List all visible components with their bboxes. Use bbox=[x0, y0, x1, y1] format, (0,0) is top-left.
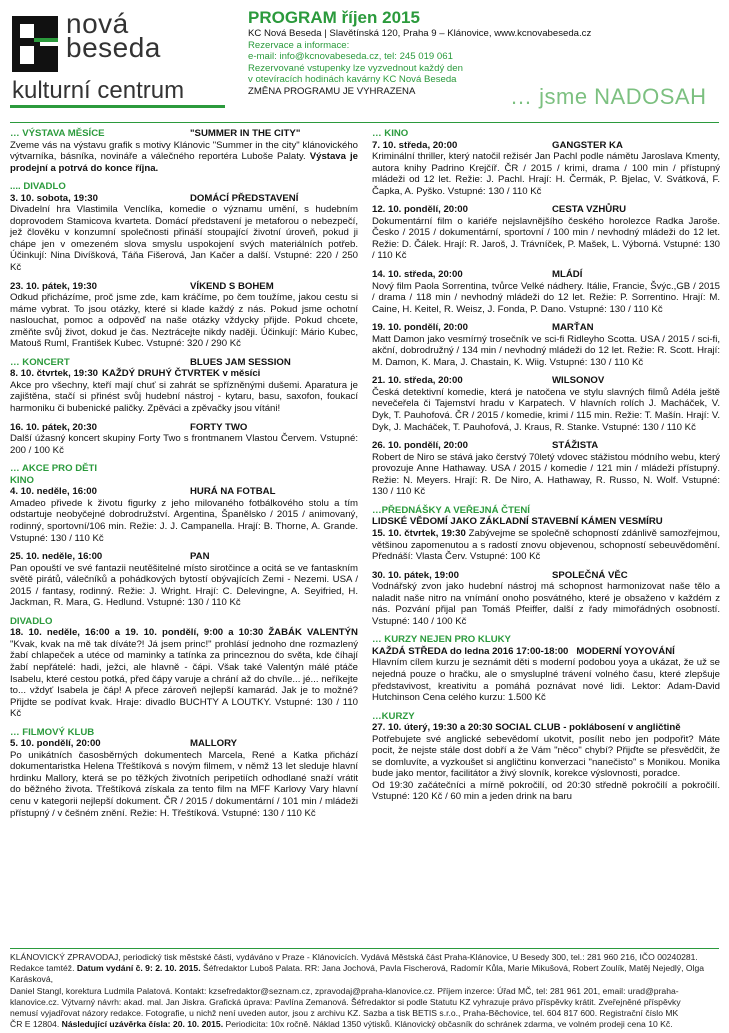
logo-text-nova: nová bbox=[66, 8, 129, 39]
footer-line: KLÁNOVICKÝ ZPRAVODAJ, periodický tisk městské části, vydáváno v Praze - Klánovicích. Vydává Městská část Praha-Klánovice, U Besedy 300, tel.: 281 960 216, IČO 00240281. bbox=[10, 952, 698, 962]
event-text: Akce pro všechny, kteří mají chuť si zahrát se spřízněnými dušemi. Aparatura je zajištěna, stačí si přinést svůj hudební nástroj - kytaru, basu, saxofon, foukací harmoniku či bubenické paličky. Zpěváci a zpěvačky jsou vítáni! bbox=[10, 379, 358, 415]
section-filmovy-klub: … FILMOVÝ KLUB bbox=[10, 726, 95, 738]
header-divider bbox=[10, 122, 719, 123]
logo-text-beseda: beseda bbox=[66, 32, 161, 63]
event-text: Odkud přicházíme, proč jsme zde, kam kráčíme, po čem toužíme, jakou cestu si máme vybrat. To jsou otázky, které si klade každý z nás. Pokud jsme ochotní naslouchat, pomoc a odpověď na naše otázky vždycky přijde. Pokud chcete, změňte svůj život, dokud je čas. Neztrácejte nikdy naději. Účinkují: Mário Kubec, Matouš Ruml, František Kubec. Vstupné: 320 / 290 Kč bbox=[10, 292, 358, 350]
program-title: PROGRAM říjen 2015 bbox=[248, 8, 420, 27]
slogan: … jsme NADOSAH bbox=[510, 84, 707, 109]
lecture-series-title: LIDSKÉ VĚDOMÍ JAKO ZÁKLADNÍ STAVEBNÍ KÁMEN VESMÍRU bbox=[372, 516, 663, 528]
event-text: Matt Damon jako vesmírný trosečník ve sci-fi Ridleyho Scotta. USA / 2015 / sci-fi, akční, dobrodružný / 134 min / nevhodný mládeži do 12 let. Režie: R. Scott. Hrají: M. Damon, K. Mara, J. Chastain, K. Wiig. Vstupné: 130 / 110 Kč bbox=[372, 333, 720, 368]
event-text: Nový film Paola Sorrentina, tvůrce Velké nádhery. Itálie, Francie, Švýc.,GB / 2015 / drama / 118 min / nevhodný mládeži do 12 let. Režie: P. Sorrentino. Hrají: M. Caine, H. Keitel, R. Weisz, J. Fonda, P. Dano. Vstupné: 130 / 110 Kč bbox=[372, 280, 720, 315]
event-text: Robert de Niro se stává jako čerstvý 70letý vdovec stážistou módního webu, který provozuje Anne Hathaway. USA / 2015 / komedie / 121 min / mládeži přístupný. Režie: N. Meyers. Hrají: R. De Niro, A. Hathaway, R. Russo, N. Wolf. Vstupné: 130 / 110 Kč bbox=[372, 451, 720, 498]
event-header: 25. 10. neděle, 16:00 PAN bbox=[10, 551, 210, 563]
event-header: 19. 10. pondělí, 20:00 MARŤAN bbox=[372, 322, 594, 334]
left-column bbox=[10, 124, 358, 826]
event-header: 8. 10. čtvrtek, 19:30 KAŽDÝ DRUHÝ ČTVRTEK v měsíci bbox=[10, 368, 261, 380]
event-header: 12. 10. pondělí, 20:00 CESTA VZHŮRU bbox=[372, 204, 627, 216]
event-text: Další úžasný koncert skupiny Forty Two s frontmanem Vlastou Červem. Vstupné: 200 / 100 Kč bbox=[10, 433, 358, 456]
section-prednasky: …PŘEDNÁŠKY A VEŘEJNÁ ČTENÍ bbox=[372, 504, 530, 516]
event-text: Zveme vás na výstavu grafik s motivy Klánovic "Summer in the city" klánovického výtvarníka, básníka, novináře a válečného reportéra Luboše Palaty. Výstava je prodejní a potrvá do konce října. bbox=[10, 139, 358, 174]
reservation-note-1: Rezervované vstupenky lze vyzvednout každý den bbox=[248, 62, 463, 74]
event-header: 27. 10. úterý, 19:30 a 20:30 SOCIAL CLUB - poklábosení v angličtině bbox=[372, 722, 681, 734]
section-vystava: … VÝSTAVA MĚSÍCE "SUMMER IN THE CITY" bbox=[10, 128, 301, 139]
logo bbox=[10, 10, 240, 110]
event-header: 16. 10. pátek, 20:30 FORTY TWO bbox=[10, 421, 248, 433]
imprint-footer bbox=[10, 948, 719, 1030]
event-text: 18. 10. neděle, 16:00 a 19. 10. pondělí, 9:00 a 10:30 ŽABÁK VALENTÝN "Kvak, kvak na mě tak díváte?! Já jsem princ!" prohlásí jednoho dne rozmazlený žabí chlapeček a utéce od maminky a tatínka za princeznou do světa, kde číhají žabí nepřátelé: hadi, ježci, ale hlavně - čápi. Však také Valentýn málé ptáče Isabelu, které cestou potká, před čápy varuje a chrání až do chvíle... jé... neříkejte to... vždyť Isabela je čáp! A přece zároveň nejlepší kamarád. Jak je to možné? Přijdte se podívat kvak. Hraje: divadlo BUCHTY A LOUTKY. Vstupné: 130 / 110 Kč bbox=[10, 627, 358, 720]
footer-line: Redakce tamtéž. Datum vydání č. 9: 2. 10. 2015. Šéfredaktor Luboš Palata. RR: Jana Jochová, Pavla Fischerová, Radomír Kůla, Marie Mikušová, Robert Zoulík, Matěj Nejedlý, Olga Karásková, bbox=[10, 963, 705, 985]
section-koncert: … KONCERT BLUES JAM SESSION bbox=[10, 356, 291, 368]
event-text: 15. 10. čtvrtek, 19:30 Zabývejme se společně schopností zdánlivě samozřejmou, většinou zapomenutou a s radostí znovu objevenou, schopností sebeuvědomění. Přednáší: Vlasta Červ. Vstupné: 100 Kč bbox=[372, 527, 720, 563]
footer-line: klanovice.cz. Výtvarný návrh: akad. mal. Jan Jiskra. Grafická úprava: Pavlína Zemanová. Šéfredaktor si podle Statutu KZ vyhrazuje právo příspěvky krátit. Zveřejněné příspěvky bbox=[10, 996, 681, 1007]
section-kino-deti: KINO bbox=[10, 474, 34, 486]
section-deti: … AKCE PRO DĚTI bbox=[10, 463, 98, 475]
section-kino: … KINO bbox=[372, 128, 409, 139]
footer-line: ČR E 12804. Následující uzávěrka čísla: 20. 10. 2015. Periodicita: 10x ročně. Náklad 1350 výtisků. Klánovický občasník do schránek zdarma, ve volném prodeji cena 10 Kč. bbox=[10, 1019, 673, 1030]
event-header: 5. 10. pondělí, 20:00 MALLORY bbox=[10, 738, 238, 750]
event-text: Potřebujete své anglické sebevědomí ukotvit, posílit nebo jen podpořit? Máte pocit, že nejste stále dost dobří a že Vám "něco" chybí? Přijďte se přesvědčit, že se domluvíte, a vyzkoušet si angličtinu konverzaci "nanečisto" s Monikou. Monika bude jako mentor, facilitátor a živý slovník, korekce výslovnosti, poradce. bbox=[372, 733, 720, 780]
event-header: 23. 10. pátek, 19:30 VÍKEND S BOHEM bbox=[10, 280, 274, 292]
section-kurzy: …KURZY bbox=[372, 710, 415, 722]
event-text: Vodnářský zvon jako hudební nástroj má schopnost harmonizovat naše tělo a naladit naše nitro na vnímání onoho posvátného, které je obsaženo v každém z nás. Pozvání přijal pan Tomáš Pfeiffer, další z řady mimořádných osobností. Vstupné: 140 / 100 Kč bbox=[372, 581, 720, 627]
section-kurzy-kluci: … KURZY NEJEN PRO KLUKY bbox=[372, 634, 511, 646]
event-header: 21. 10. středa, 20:00 WILSONOV bbox=[372, 375, 605, 387]
event-text: Od 19:30 začátečníci a mírně pokročilí, od 20:30 středně pokročilí a pokročilí. Vstupné: 120 Kč / 60 min a jeden drink na baru bbox=[372, 779, 720, 803]
event-text: Pan opouští ve své fantazii neutěšitelné místo sirotčince a ocitá se ve fantaskním světě pirátů, válečníků a pohádkových bytostí obývajících Zemi - Nezemi. USA / 2015 / fantasy, rodinný. Režie: J. Wright. Hrají: C. Delevingne, A. Seyifried, H. Jackman, R. Mara, G. Hedlund. Vstupné: 130 / 110 Kč bbox=[10, 562, 358, 609]
address-line: KC Nová Beseda | Slavětínská 120, Praha 9 – Klánovice, www.kcnovabeseda.cz bbox=[248, 28, 592, 39]
event-header: 3. 10. sobota, 19:30 DOMÁCÍ PŘEDSTAVENÍ bbox=[10, 192, 299, 204]
event-text: Hlavním cílem kurzu je seznámit děti s moderní podobou yoya a ukázat, že už se nejedná pouze o hračku, ale o smysluplné trávení volného času, které zlepšuje představivost, kreativitu a pomáhá poznávat nové lidi. Lektor: Adam-David Hutchinson Cena celého kurzu: 1.500 Kč bbox=[372, 657, 720, 704]
program-change-note: ZMĚNA PROGRAMU JE VYHRAZENA bbox=[248, 85, 416, 97]
reservation-contact[interactable]: e-mail: info@kcnovabeseda.cz, tel: 245 019 061 bbox=[248, 51, 453, 63]
footer-line: nemusí vyjadřovat názory redakce. Fotografie, u nichž není uveden autor, jsou z archivu KZ. Sazba a tisk BETIS s.r.o., Praha-Běchovice, tel. 604 817 600. Registrační číslo MK bbox=[10, 1008, 679, 1019]
page-header bbox=[0, 0, 729, 120]
event-header: KAŽDÁ STŘEDA do ledna 2016 17:00-18:00 MODERNÍ YOYOVÁNÍ bbox=[372, 645, 675, 657]
reservation-title: Rezervace a informace: bbox=[248, 39, 350, 51]
event-text: Po unikátních časosběrných dokumentech Marcela, René a Katka přichází dokumentaristka Helena Třeštíková s novým filmem, v němž 13 let sleduje hlavní hrdinku Mallory, která se po těžkých životních peripetiích odhodlané snaží vrátit do běžného života. Třeštíková získala za tento film na MFF Karlovy Vary hlavní cenu v kategorii nejlepší dokument. ČR / 2015 / dokumentární / 101 min / mládeži přístupný / v češném znění. Režie: H. Třeštíková. Vstupné: 130 / 110 Kč bbox=[10, 749, 358, 819]
event-text: Česká detektivní komedie, která je natočena ve stylu slavných filmů Adéla ještě nevečeřela či Tajemství hradu v Karpatech. V hlavních rolích J. Macháček, V. Dyk, T. Pauhofová. ČR / 2015 / komedie, krimi / 115 min. Režie: T. Mašín. Hrají: V. Dyk, J. Macháček, T. Pauhofová, J. Kraus, R. Stanke. Vstupné: 130 / 110 Kč bbox=[372, 386, 720, 433]
event-text: Divadelní hra Vlastimila Venclíka, komedie o významu umění, s hudebním doprovodem Stamicova kvarteta. Domácí představení je metaforou o nebezpečí, jež člověku v konzumní společnosti přináší stoupající životní úroveň, pokud ji chápe jen v omezeném slova smyslu uspokojení svých materiálních potřeb. Účinkují: Nina Divíšková, Táňa Fišerová, Jan Kačer a další. Vstupné: 220 / 250 Kč bbox=[10, 204, 358, 274]
logo-text-kc: kulturní centrum bbox=[12, 77, 185, 104]
section-divadlo-deti: DIVADLO bbox=[10, 615, 53, 627]
event-text: Amadeo přivede k životu figurky z jeho milovaného fotbálkového stolu a tím odstartuje neobyčejné dobrodružství. Argentina, Španělsko / 2015 / animovaný, rodinný, sportovní/106 min. Režie: J. J. Campanella. Hrají: B. Thorne, A. Grande. Vstupné: 130 / 110 Kč bbox=[10, 497, 358, 544]
event-header: 26. 10. pondělí, 20:00 STÁŽISTA bbox=[372, 440, 599, 452]
footer-line: Daniel Stangl, korektura Ludmila Palatová. Kontakt: kzsefredaktor@seznam.cz, zpravodaj@praha-klanovice.cz. Příjem inzerce: Úřad MČ, tel: 281 961 201, email: urad@praha- bbox=[10, 985, 679, 996]
right-column bbox=[372, 124, 720, 810]
event-text: Kriminální thriller, který natočil režisér Jan Pachl podle námětu Jaroslava Kmenty, autora knihy Padrino Krejčíř. ČR / 2015 / krimi, drama / 100 min / přístupný mládeži od 12 let. Režie: J. Pachl. Hrají: H. Čermák, P. Bjelac, V. Svátková, F. Čapka, A. Pyško. Vstupné: 130 / 110 Kč bbox=[372, 151, 720, 197]
reservation-note-2: v otevíracích hodinách kavárny KC Nová Beseda bbox=[248, 74, 457, 86]
logo-mark-icon bbox=[12, 16, 58, 72]
event-header: 14. 10. středa, 20:00 MLÁDÍ bbox=[372, 269, 583, 281]
section-divadlo: .... DIVADLO bbox=[10, 181, 66, 193]
event-text: Dokumentární film o kariéře nejslavnějšího českého horolezce Radka Jaroše. Česko / 2015 / dokumentární, sportovní / 100 min / nevhodný mládeži do 12 let. Režie: D. Čálek. Hrají: R. Jaroš, J. Trávníček, P. Mašek, L. Výborná. Vstupné: 130 / 110 Kč bbox=[372, 215, 721, 262]
event-header: 4. 10. neděle, 16:00 HURÁ NA FOTBAL bbox=[10, 486, 276, 498]
logo-rule bbox=[10, 105, 225, 108]
event-header: 30. 10. pátek, 19:00 SPOLEČNÁ VĚC bbox=[372, 569, 628, 581]
event-header: 7. 10. středa, 20:00 GANGSTER KA bbox=[372, 139, 623, 151]
